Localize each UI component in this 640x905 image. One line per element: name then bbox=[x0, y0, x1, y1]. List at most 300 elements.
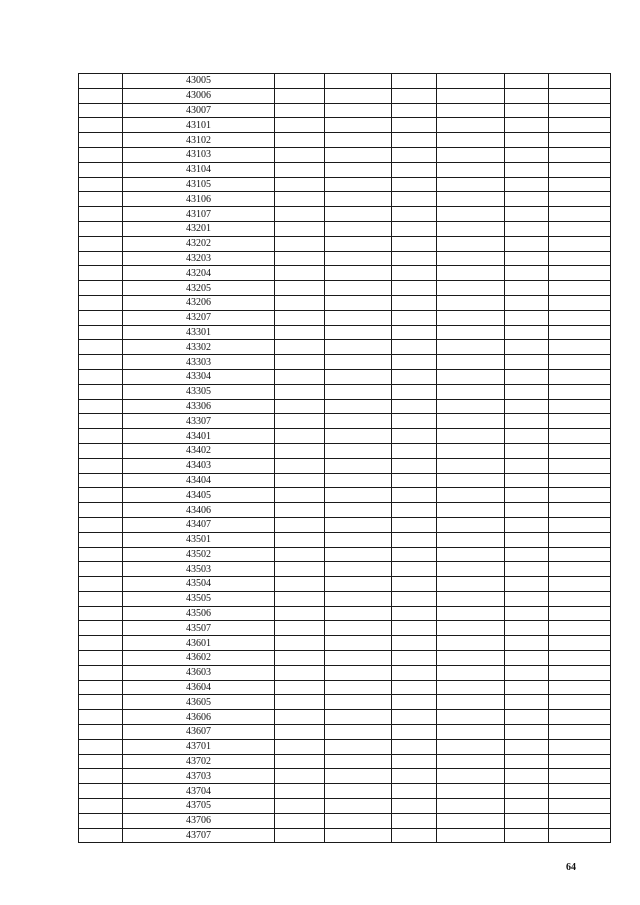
empty-cell bbox=[275, 532, 325, 547]
empty-cell bbox=[325, 325, 392, 340]
empty-cell bbox=[325, 636, 392, 651]
empty-cell bbox=[505, 221, 549, 236]
row-code-cell: 43103 bbox=[123, 147, 275, 162]
empty-cell bbox=[505, 355, 549, 370]
empty-cell bbox=[549, 147, 611, 162]
empty-cell bbox=[392, 813, 437, 828]
empty-cell bbox=[392, 547, 437, 562]
empty-cell bbox=[437, 369, 505, 384]
empty-cell bbox=[325, 473, 392, 488]
empty-cell bbox=[275, 828, 325, 843]
empty-cell bbox=[275, 710, 325, 725]
empty-cell bbox=[275, 517, 325, 532]
empty-cell bbox=[325, 192, 392, 207]
row-code-cell: 43401 bbox=[123, 429, 275, 444]
empty-cell bbox=[79, 384, 123, 399]
empty-cell bbox=[275, 147, 325, 162]
empty-cell bbox=[549, 488, 611, 503]
empty-cell bbox=[549, 443, 611, 458]
table-row bbox=[79, 532, 611, 547]
empty-cell bbox=[437, 503, 505, 518]
row-code-cell: 43503 bbox=[123, 562, 275, 577]
row-code-cell: 43306 bbox=[123, 399, 275, 414]
row-code-cell: 43106 bbox=[123, 192, 275, 207]
empty-cell bbox=[505, 532, 549, 547]
empty-cell bbox=[437, 473, 505, 488]
table-row bbox=[79, 754, 611, 769]
row-code-cell: 43701 bbox=[123, 739, 275, 754]
table-row bbox=[79, 147, 611, 162]
empty-cell bbox=[392, 651, 437, 666]
empty-cell bbox=[437, 621, 505, 636]
empty-cell bbox=[437, 192, 505, 207]
empty-cell bbox=[79, 532, 123, 547]
empty-cell bbox=[275, 429, 325, 444]
empty-cell bbox=[505, 399, 549, 414]
row-code-cell: 43206 bbox=[123, 295, 275, 310]
empty-cell bbox=[505, 651, 549, 666]
table-row bbox=[79, 517, 611, 532]
empty-cell bbox=[79, 577, 123, 592]
empty-cell bbox=[549, 310, 611, 325]
empty-cell bbox=[549, 606, 611, 621]
empty-cell bbox=[275, 192, 325, 207]
empty-cell bbox=[549, 784, 611, 799]
empty-cell bbox=[437, 177, 505, 192]
empty-cell bbox=[79, 147, 123, 162]
row-code-cell: 43405 bbox=[123, 488, 275, 503]
row-code-cell: 43101 bbox=[123, 118, 275, 133]
empty-cell bbox=[505, 547, 549, 562]
empty-cell bbox=[392, 636, 437, 651]
empty-cell bbox=[392, 443, 437, 458]
empty-cell bbox=[392, 458, 437, 473]
empty-cell bbox=[79, 636, 123, 651]
empty-cell bbox=[549, 591, 611, 606]
empty-cell bbox=[505, 162, 549, 177]
table-row bbox=[79, 828, 611, 843]
table-row bbox=[79, 192, 611, 207]
table-row bbox=[79, 473, 611, 488]
table-row bbox=[79, 325, 611, 340]
table-body bbox=[79, 74, 611, 843]
empty-cell bbox=[505, 577, 549, 592]
empty-cell bbox=[437, 207, 505, 222]
empty-cell bbox=[549, 532, 611, 547]
empty-cell bbox=[437, 665, 505, 680]
empty-cell bbox=[549, 221, 611, 236]
empty-cell bbox=[505, 503, 549, 518]
empty-cell bbox=[549, 739, 611, 754]
empty-cell bbox=[392, 281, 437, 296]
empty-cell bbox=[549, 118, 611, 133]
row-code-cell: 43204 bbox=[123, 266, 275, 281]
empty-cell bbox=[437, 147, 505, 162]
empty-cell bbox=[549, 813, 611, 828]
empty-cell bbox=[437, 828, 505, 843]
empty-cell bbox=[549, 103, 611, 118]
empty-cell bbox=[79, 192, 123, 207]
empty-cell bbox=[79, 295, 123, 310]
empty-cell bbox=[437, 547, 505, 562]
table-row bbox=[79, 399, 611, 414]
row-code-cell: 43203 bbox=[123, 251, 275, 266]
empty-cell bbox=[79, 725, 123, 740]
table-row bbox=[79, 562, 611, 577]
table-row bbox=[79, 266, 611, 281]
empty-cell bbox=[275, 591, 325, 606]
empty-cell bbox=[325, 488, 392, 503]
empty-cell bbox=[275, 813, 325, 828]
empty-cell bbox=[549, 769, 611, 784]
empty-cell bbox=[275, 621, 325, 636]
empty-cell bbox=[392, 591, 437, 606]
row-code-cell: 43107 bbox=[123, 207, 275, 222]
empty-cell bbox=[549, 754, 611, 769]
row-code-cell: 43005 bbox=[123, 74, 275, 89]
row-code-cell: 43301 bbox=[123, 325, 275, 340]
empty-cell bbox=[325, 236, 392, 251]
empty-cell bbox=[325, 754, 392, 769]
row-code-cell: 43605 bbox=[123, 695, 275, 710]
empty-cell bbox=[275, 236, 325, 251]
empty-cell bbox=[325, 813, 392, 828]
empty-cell bbox=[505, 754, 549, 769]
empty-cell bbox=[275, 784, 325, 799]
empty-cell bbox=[549, 577, 611, 592]
empty-cell bbox=[437, 591, 505, 606]
table-row bbox=[79, 695, 611, 710]
table-row bbox=[79, 221, 611, 236]
empty-cell bbox=[505, 591, 549, 606]
empty-cell bbox=[275, 503, 325, 518]
table-row bbox=[79, 710, 611, 725]
empty-cell bbox=[79, 133, 123, 148]
empty-cell bbox=[79, 399, 123, 414]
empty-cell bbox=[392, 384, 437, 399]
empty-cell bbox=[505, 295, 549, 310]
empty-cell bbox=[437, 443, 505, 458]
empty-cell bbox=[549, 369, 611, 384]
empty-cell bbox=[275, 88, 325, 103]
row-code-cell: 43601 bbox=[123, 636, 275, 651]
empty-cell bbox=[275, 651, 325, 666]
empty-cell bbox=[437, 340, 505, 355]
empty-cell bbox=[549, 88, 611, 103]
row-code-cell: 43506 bbox=[123, 606, 275, 621]
empty-cell bbox=[505, 236, 549, 251]
empty-cell bbox=[549, 414, 611, 429]
empty-cell bbox=[549, 325, 611, 340]
empty-cell bbox=[275, 488, 325, 503]
table-row bbox=[79, 621, 611, 636]
row-code-cell: 43407 bbox=[123, 517, 275, 532]
row-code-cell: 43102 bbox=[123, 133, 275, 148]
empty-cell bbox=[437, 399, 505, 414]
empty-cell bbox=[549, 399, 611, 414]
row-code-cell: 43604 bbox=[123, 680, 275, 695]
row-code-cell: 43603 bbox=[123, 665, 275, 680]
empty-cell bbox=[275, 74, 325, 89]
empty-cell bbox=[437, 458, 505, 473]
empty-cell bbox=[325, 399, 392, 414]
empty-cell bbox=[392, 88, 437, 103]
empty-cell bbox=[392, 162, 437, 177]
empty-cell bbox=[505, 680, 549, 695]
row-code-cell: 43702 bbox=[123, 754, 275, 769]
row-code-cell: 43502 bbox=[123, 547, 275, 562]
empty-cell bbox=[275, 577, 325, 592]
empty-cell bbox=[325, 251, 392, 266]
empty-cell bbox=[437, 754, 505, 769]
empty-cell bbox=[275, 221, 325, 236]
empty-cell bbox=[437, 429, 505, 444]
empty-cell bbox=[437, 606, 505, 621]
empty-cell bbox=[392, 473, 437, 488]
empty-cell bbox=[549, 177, 611, 192]
empty-cell bbox=[505, 251, 549, 266]
empty-cell bbox=[437, 325, 505, 340]
empty-cell bbox=[505, 310, 549, 325]
table-row bbox=[79, 443, 611, 458]
empty-cell bbox=[505, 340, 549, 355]
empty-cell bbox=[392, 769, 437, 784]
empty-cell bbox=[325, 591, 392, 606]
empty-cell bbox=[437, 813, 505, 828]
table-row bbox=[79, 74, 611, 89]
empty-cell bbox=[79, 355, 123, 370]
empty-cell bbox=[437, 769, 505, 784]
empty-cell bbox=[325, 340, 392, 355]
empty-cell bbox=[437, 118, 505, 133]
row-code-cell: 43406 bbox=[123, 503, 275, 518]
empty-cell bbox=[437, 799, 505, 814]
empty-cell bbox=[549, 725, 611, 740]
empty-cell bbox=[325, 458, 392, 473]
empty-cell bbox=[275, 162, 325, 177]
empty-cell bbox=[549, 384, 611, 399]
empty-cell bbox=[437, 636, 505, 651]
empty-cell bbox=[79, 103, 123, 118]
empty-cell bbox=[437, 784, 505, 799]
empty-cell bbox=[505, 636, 549, 651]
empty-cell bbox=[437, 488, 505, 503]
empty-cell bbox=[275, 281, 325, 296]
empty-cell bbox=[505, 725, 549, 740]
empty-cell bbox=[437, 577, 505, 592]
empty-cell bbox=[275, 665, 325, 680]
empty-cell bbox=[275, 340, 325, 355]
empty-cell bbox=[392, 621, 437, 636]
empty-cell bbox=[392, 74, 437, 89]
table-row bbox=[79, 725, 611, 740]
table-row bbox=[79, 458, 611, 473]
empty-cell bbox=[549, 458, 611, 473]
empty-cell bbox=[505, 606, 549, 621]
empty-cell bbox=[325, 147, 392, 162]
empty-cell bbox=[549, 133, 611, 148]
row-code-cell: 43302 bbox=[123, 340, 275, 355]
empty-cell bbox=[275, 399, 325, 414]
empty-cell bbox=[549, 236, 611, 251]
empty-cell bbox=[325, 281, 392, 296]
empty-cell bbox=[79, 236, 123, 251]
empty-cell bbox=[505, 799, 549, 814]
empty-cell bbox=[325, 725, 392, 740]
empty-cell bbox=[325, 784, 392, 799]
empty-cell bbox=[325, 680, 392, 695]
empty-cell bbox=[325, 74, 392, 89]
empty-cell bbox=[437, 651, 505, 666]
table-row bbox=[79, 88, 611, 103]
empty-cell bbox=[325, 207, 392, 222]
table-row bbox=[79, 251, 611, 266]
empty-cell bbox=[275, 325, 325, 340]
empty-cell bbox=[275, 695, 325, 710]
empty-cell bbox=[505, 429, 549, 444]
empty-cell bbox=[79, 606, 123, 621]
empty-cell bbox=[79, 458, 123, 473]
empty-cell bbox=[325, 384, 392, 399]
empty-cell bbox=[325, 414, 392, 429]
empty-cell bbox=[275, 547, 325, 562]
empty-cell bbox=[325, 443, 392, 458]
table-row bbox=[79, 207, 611, 222]
empty-cell bbox=[275, 355, 325, 370]
empty-cell bbox=[549, 340, 611, 355]
empty-cell bbox=[505, 414, 549, 429]
empty-cell bbox=[275, 118, 325, 133]
table-row bbox=[79, 503, 611, 518]
table-row bbox=[79, 799, 611, 814]
empty-cell bbox=[79, 769, 123, 784]
table-row bbox=[79, 162, 611, 177]
empty-cell bbox=[437, 266, 505, 281]
empty-cell bbox=[79, 162, 123, 177]
empty-cell bbox=[325, 769, 392, 784]
row-code-cell: 43602 bbox=[123, 651, 275, 666]
empty-cell bbox=[505, 147, 549, 162]
empty-cell bbox=[325, 266, 392, 281]
empty-cell bbox=[392, 221, 437, 236]
empty-cell bbox=[505, 192, 549, 207]
empty-cell bbox=[325, 606, 392, 621]
row-code-cell: 43504 bbox=[123, 577, 275, 592]
empty-cell bbox=[275, 606, 325, 621]
empty-cell bbox=[392, 784, 437, 799]
table-row bbox=[79, 355, 611, 370]
table-row bbox=[79, 310, 611, 325]
empty-cell bbox=[79, 665, 123, 680]
empty-cell bbox=[505, 369, 549, 384]
empty-cell bbox=[325, 429, 392, 444]
empty-cell bbox=[325, 547, 392, 562]
table-row bbox=[79, 281, 611, 296]
empty-cell bbox=[275, 207, 325, 222]
row-code-cell: 43104 bbox=[123, 162, 275, 177]
empty-cell bbox=[392, 754, 437, 769]
empty-cell bbox=[325, 577, 392, 592]
empty-cell bbox=[392, 532, 437, 547]
empty-cell bbox=[392, 680, 437, 695]
row-code-cell: 43307 bbox=[123, 414, 275, 429]
empty-cell bbox=[79, 591, 123, 606]
empty-cell bbox=[505, 266, 549, 281]
table-row bbox=[79, 591, 611, 606]
empty-cell bbox=[437, 695, 505, 710]
empty-cell bbox=[437, 162, 505, 177]
empty-cell bbox=[79, 784, 123, 799]
empty-cell bbox=[79, 325, 123, 340]
empty-cell bbox=[275, 754, 325, 769]
empty-cell bbox=[392, 295, 437, 310]
empty-cell bbox=[549, 281, 611, 296]
empty-cell bbox=[392, 192, 437, 207]
empty-cell bbox=[275, 251, 325, 266]
empty-cell bbox=[392, 414, 437, 429]
empty-cell bbox=[392, 118, 437, 133]
empty-cell bbox=[325, 517, 392, 532]
table-row bbox=[79, 133, 611, 148]
empty-cell bbox=[392, 340, 437, 355]
empty-cell bbox=[79, 799, 123, 814]
empty-cell bbox=[79, 621, 123, 636]
empty-cell bbox=[437, 221, 505, 236]
row-code-cell: 43501 bbox=[123, 532, 275, 547]
row-code-cell: 43706 bbox=[123, 813, 275, 828]
empty-cell bbox=[392, 399, 437, 414]
table-row bbox=[79, 769, 611, 784]
empty-cell bbox=[275, 310, 325, 325]
empty-cell bbox=[392, 710, 437, 725]
row-code-cell: 43606 bbox=[123, 710, 275, 725]
empty-cell bbox=[505, 784, 549, 799]
table-row bbox=[79, 103, 611, 118]
row-code-cell: 43707 bbox=[123, 828, 275, 843]
table-row bbox=[79, 784, 611, 799]
row-code-cell: 43704 bbox=[123, 784, 275, 799]
empty-cell bbox=[392, 488, 437, 503]
empty-cell bbox=[325, 295, 392, 310]
empty-cell bbox=[505, 443, 549, 458]
empty-cell bbox=[275, 133, 325, 148]
empty-cell bbox=[437, 532, 505, 547]
row-code-cell: 43202 bbox=[123, 236, 275, 251]
empty-cell bbox=[549, 651, 611, 666]
empty-cell bbox=[505, 118, 549, 133]
empty-cell bbox=[392, 325, 437, 340]
row-code-cell: 43403 bbox=[123, 458, 275, 473]
empty-cell bbox=[79, 710, 123, 725]
empty-cell bbox=[325, 710, 392, 725]
empty-cell bbox=[549, 355, 611, 370]
row-code-cell: 43703 bbox=[123, 769, 275, 784]
empty-cell bbox=[275, 266, 325, 281]
empty-cell bbox=[325, 162, 392, 177]
empty-cell bbox=[79, 739, 123, 754]
empty-cell bbox=[325, 177, 392, 192]
table-row bbox=[79, 429, 611, 444]
empty-cell bbox=[505, 103, 549, 118]
empty-cell bbox=[79, 118, 123, 133]
row-code-cell: 43105 bbox=[123, 177, 275, 192]
empty-cell bbox=[275, 739, 325, 754]
table-row bbox=[79, 369, 611, 384]
empty-cell bbox=[437, 310, 505, 325]
empty-cell bbox=[325, 562, 392, 577]
table-row bbox=[79, 636, 611, 651]
empty-cell bbox=[79, 414, 123, 429]
